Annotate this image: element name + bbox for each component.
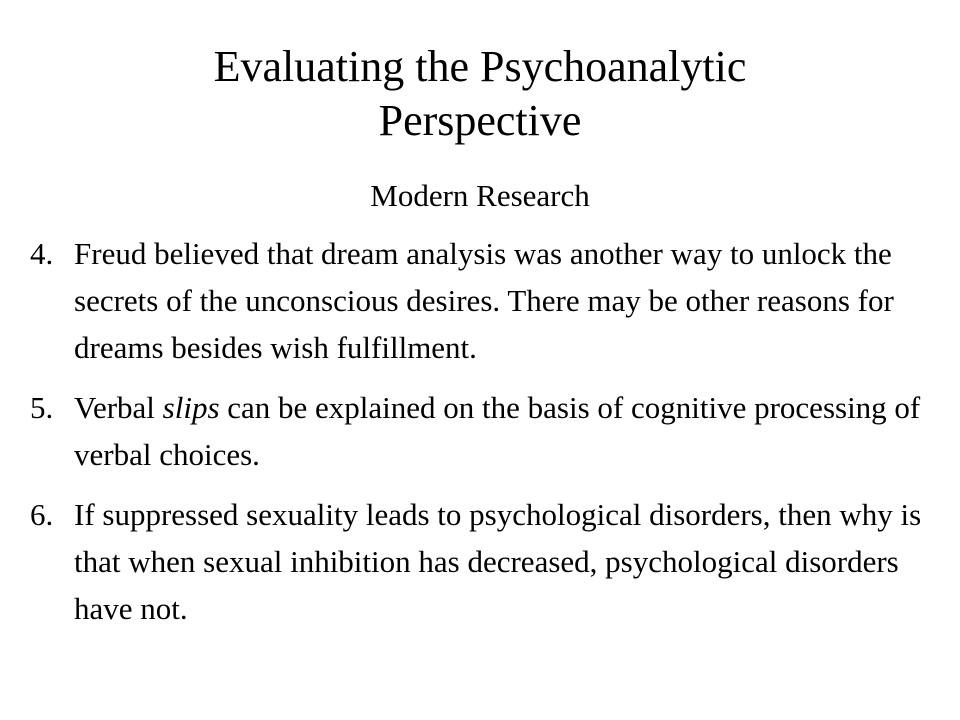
slide-subtitle: Modern Research — [370, 178, 590, 213]
list-item-text — [74, 384, 950, 478]
list-item-4 — [30, 230, 950, 371]
numbered-list — [30, 230, 950, 645]
list-item-text-after: can be explained on the basis of cognitive processing of verbal choices. — [74, 390, 921, 472]
list-item-text: If suppressed sexuality leads to psychological disorders, then why is that when sexual inhibition has decreased, psychological disorders have not. — [74, 497, 922, 626]
list-item-text: Freud believed that dream analysis was another way to unlock the secrets of the unconscious desires. There may be other reasons for dreams besides wish fulfillment. — [74, 236, 894, 365]
list-item-text-italic: slips — [162, 390, 220, 425]
list-item-text-before: Verbal — [74, 390, 163, 425]
list-item-number: 4. — [30, 236, 54, 271]
list-item-6 — [30, 491, 950, 632]
slide-title-line-1: Evaluating the Psychoanalytic — [213, 42, 747, 91]
slide-title — [0, 40, 960, 148]
list-item-number: 5. — [30, 390, 54, 425]
list-item-number: 6. — [30, 497, 54, 532]
slide-title-line-2: Perspective — [378, 96, 582, 145]
list-item-5 — [30, 384, 950, 478]
